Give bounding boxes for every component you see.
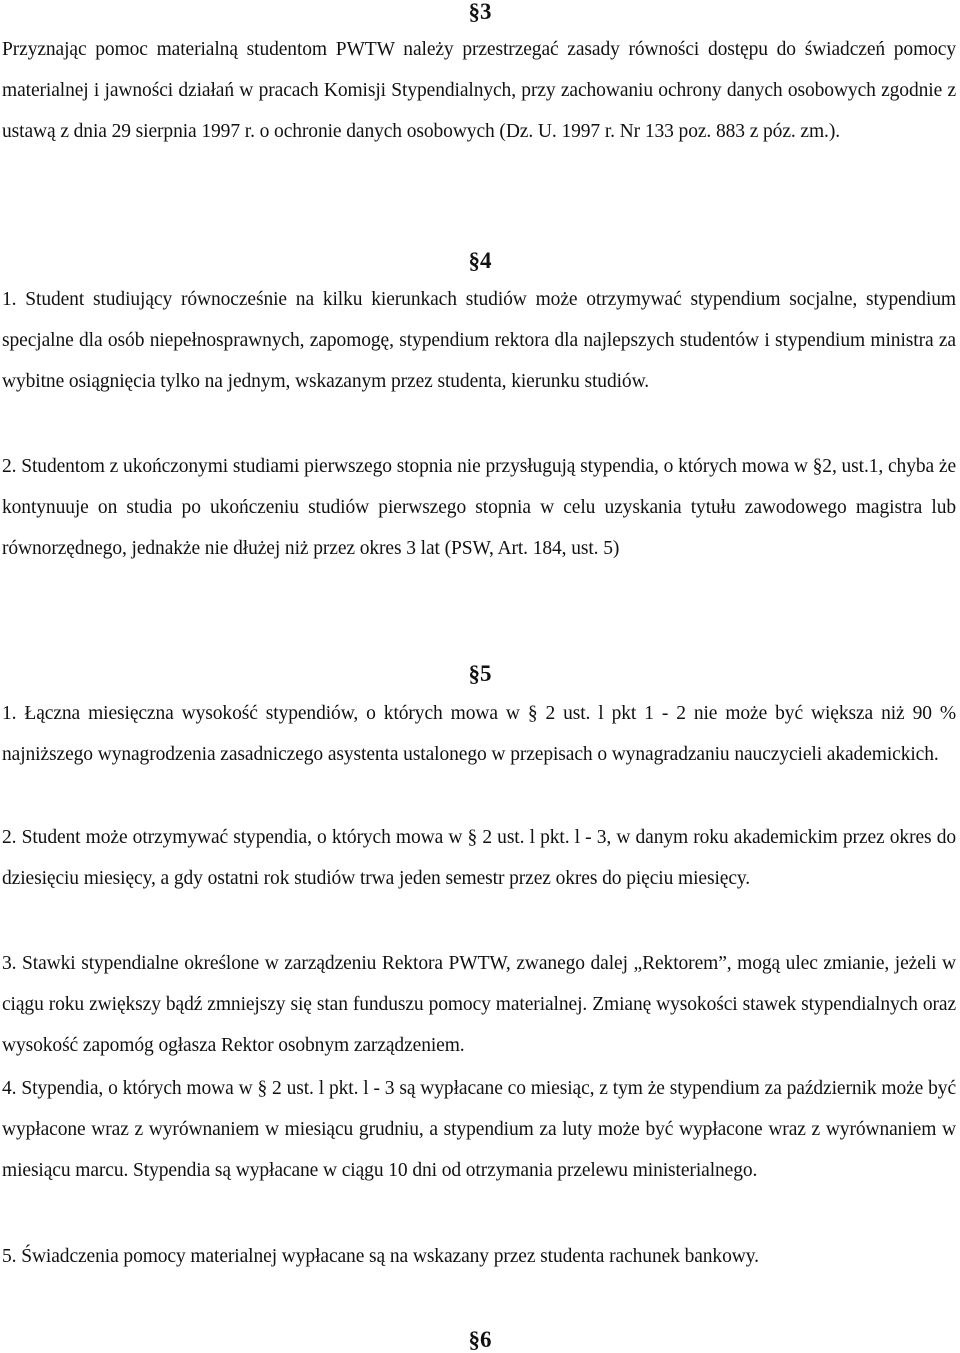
section-5-paragraph-2: 2. Student może otrzymywać stypendia, o których mowa w § 2 ust. l pkt. l - 3, w danym roku akademickim przez okres do dziesięciu miesięcy, a gdy ostatni rok studiów trwa jeden semestr przez okres do pięciu miesięcy. xyxy=(2,827,956,889)
section-heading-4: §4 xyxy=(468,248,492,273)
section-5-paragraph-1: 1. Łączna miesięczna wysokość stypendiów, o których mowa w § 2 ust. l pkt 1 - 2 nie może być większa niż 90 % najniższego wynagrodzenia zasadniczego asystenta ustalonego w przepisach o wynagradzaniu nauczycieli akademickich. xyxy=(2,703,956,765)
section-5-paragraph-5: 5. Świadczenia pomocy materialnej wypłacane są na wskazany przez studenta rachunek bankowy. xyxy=(2,1246,759,1267)
section-heading-3: §3 xyxy=(468,0,492,24)
section-4-paragraph-1: 1. Student studiujący równocześnie na kilku kierunkach studiów może otrzymywać stypendium socjalne, stypendium specjalne dla osób niepełnosprawnych, zapomogę, stypendium rektora dla najlepszych studentów i stypendium ministra za wybitne osiągnięcia tylko na jednym, wskazanym przez studenta, kierunku studiów. xyxy=(2,289,956,392)
section-4-paragraph-2: 2. Studentom z ukończonymi studiami pierwszego stopnia nie przysługują stypendia, o których mowa w §2, ust.1, chyba że kontynuuje on studia po ukończeniu studiów pierwszego stopnia w celu uzyskania tytułu zawodowego magistra lub równorzędnego, jednakże nie dłużej niż przez okres 3 lat (PSW, Art. 184, ust. 5) xyxy=(2,456,956,559)
section-5-paragraph-4: 4. Stypendia, o których mowa w § 2 ust. l pkt. l - 3 są wypłacane co miesiąc, z tym że stypendium za październik może być wypłacone wraz z wyrównaniem w miesiącu grudniu, a stypendium za luty może być wypłacone wraz z wyrównaniem w miesiącu marcu. Stypendia są wypłacane w ciągu 10 dni od otrzymania przelewu ministerialnego. xyxy=(2,1078,956,1181)
section-heading-6: §6 xyxy=(468,1327,492,1352)
section-5-paragraph-3: 3. Stawki stypendialne określone w zarządzeniu Rektora PWTW, zwanego dalej „Rektorem”, mogą ulec zmianie, jeżeli w ciągu roku zwiększy bądź zmniejszy się stan funduszu pomocy materialnej. Zmianę wysokości stawek stypendialnych oraz wysokość zapomóg ogłasza Rektor osobnym zarządzeniem. xyxy=(2,953,956,1056)
section-heading-5: §5 xyxy=(468,661,492,686)
section-3-paragraph: Przyznając pomoc materialną studentom PWTW należy przestrzegać zasady równości dostępu do świadczeń pomocy materialnej i jawności działań w pracach Komisji Stypendialnych, przy zachowaniu ochrony danych osobowych zgodnie z ustawą z dnia 29 sierpnia 1997 r. o ochronie danych osobowych (Dz. U. 1997 r. Nr 133 poz. 883 z póz. zm.). xyxy=(2,39,956,142)
